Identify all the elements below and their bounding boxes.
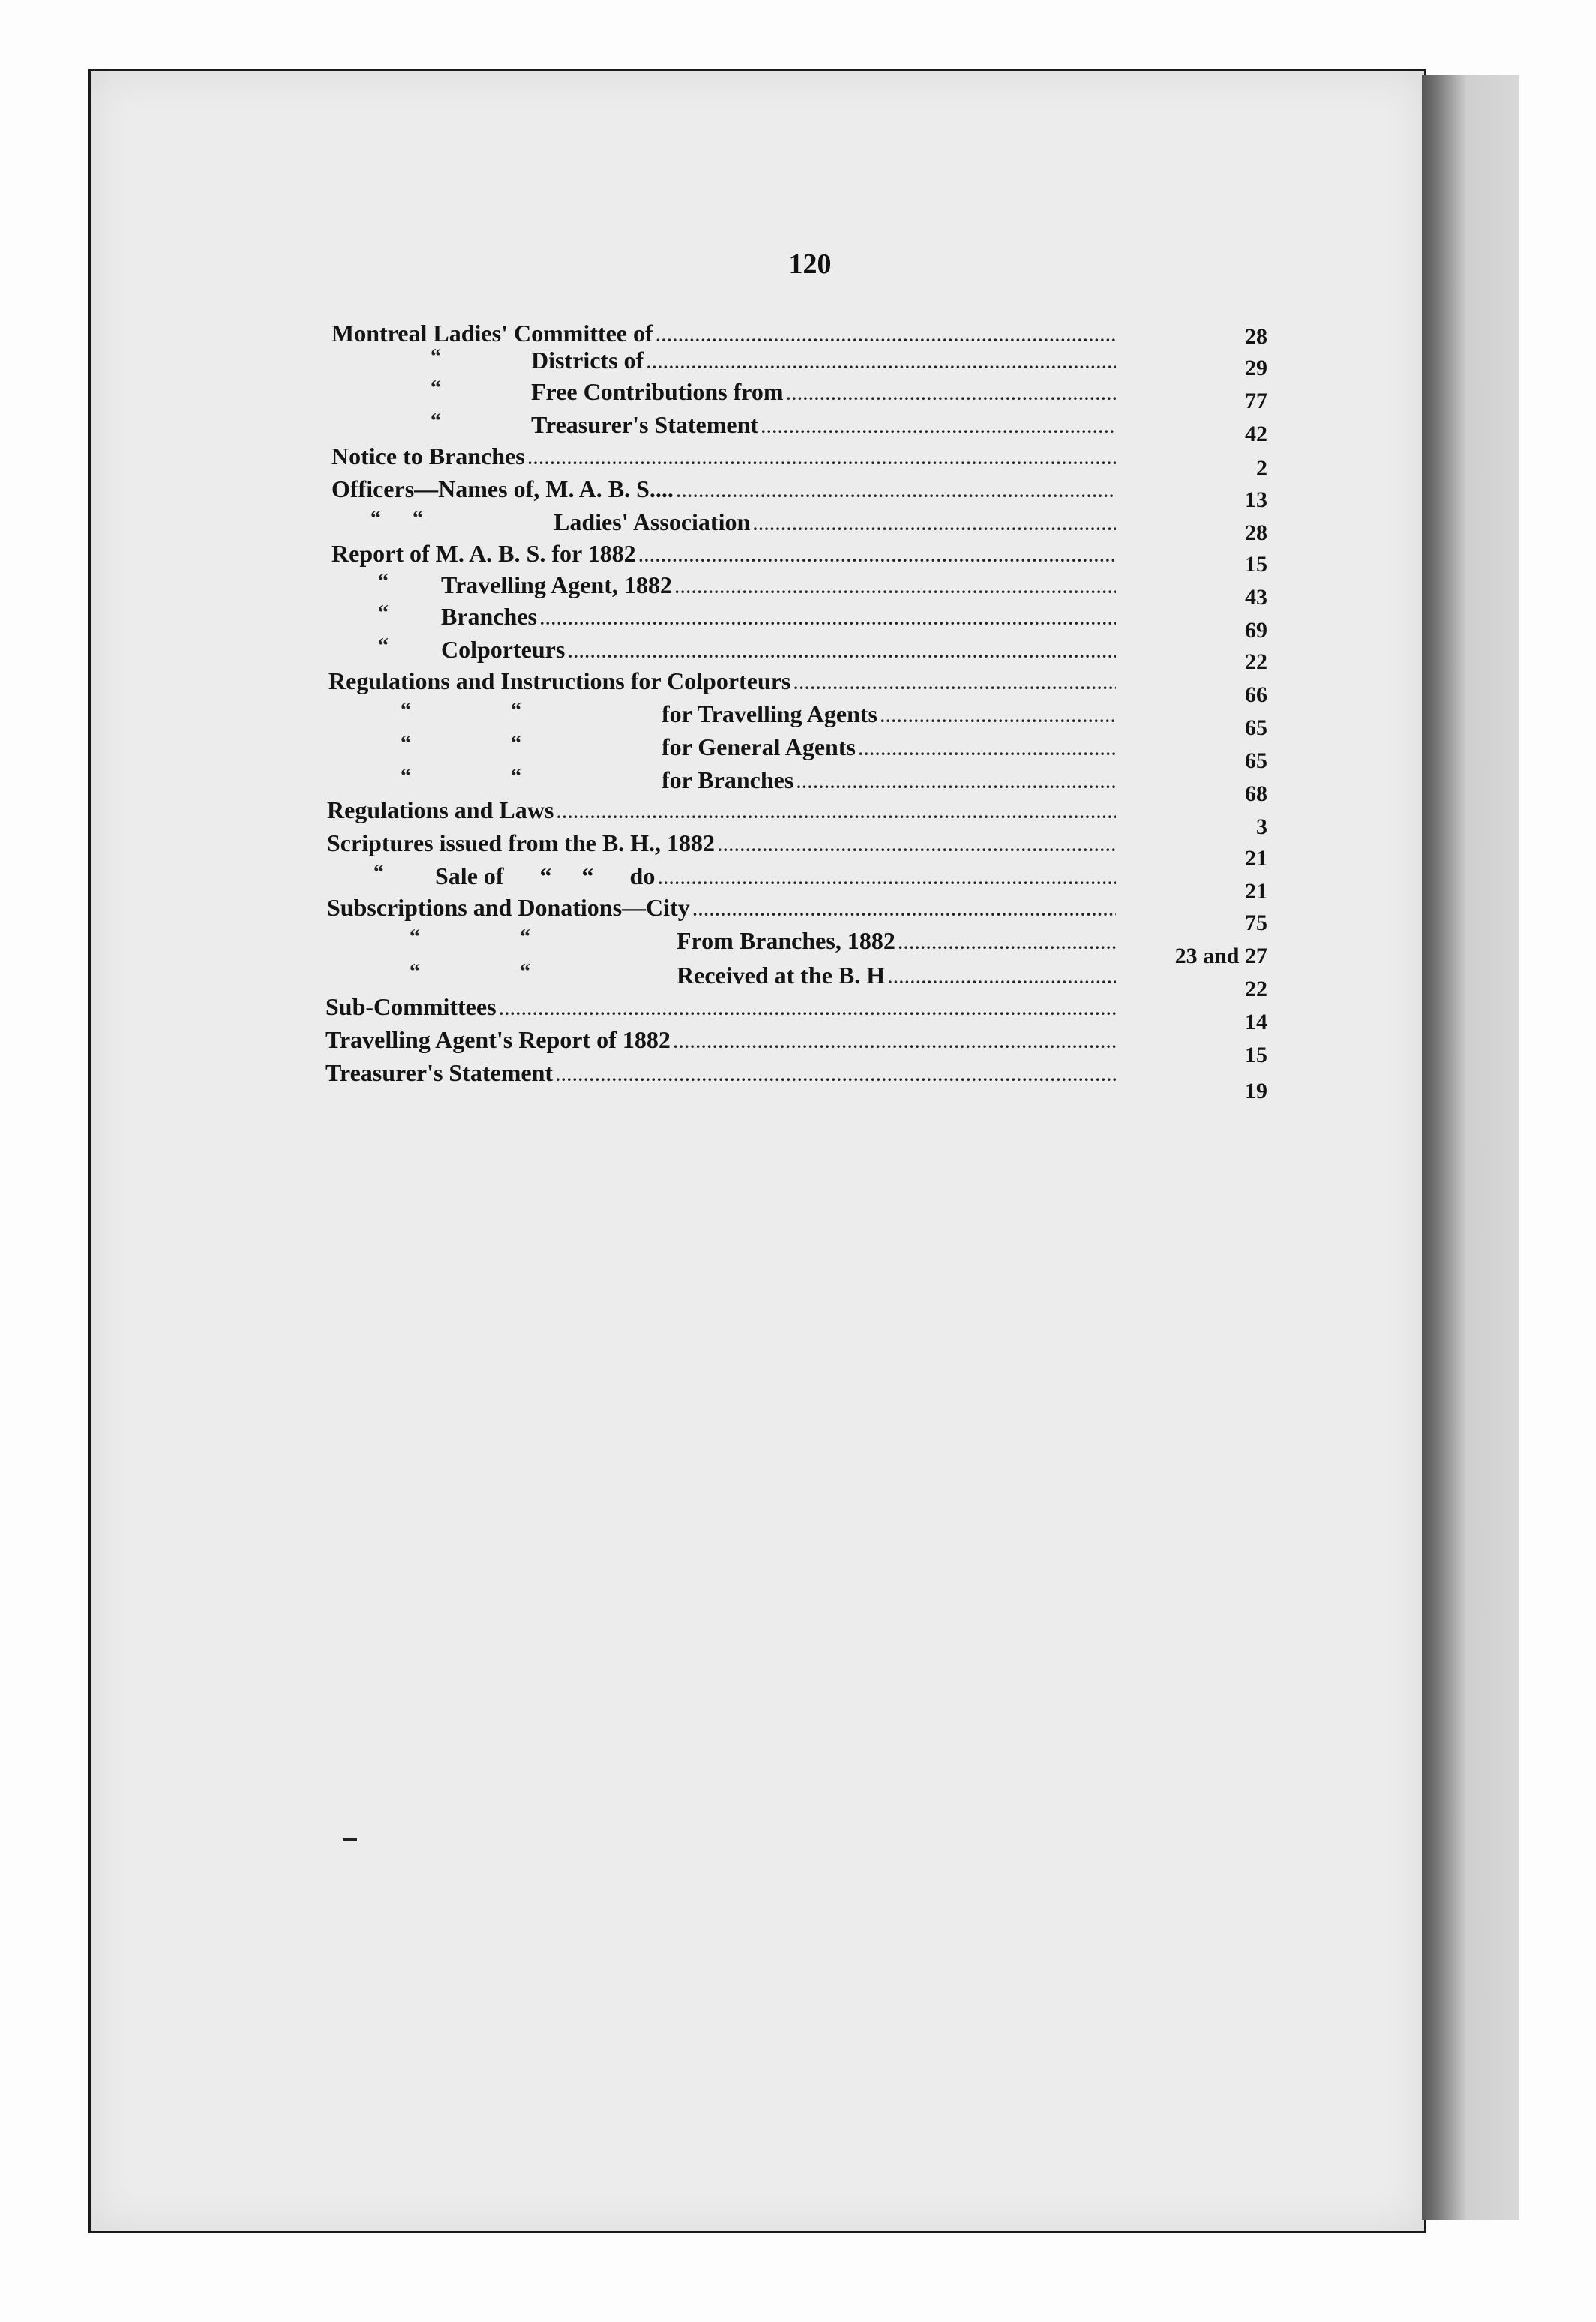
- entry-page: 21: [1245, 879, 1268, 904]
- entry-page: 23 and 27: [1174, 944, 1268, 968]
- entry-page: 22: [1245, 976, 1268, 1001]
- leader-dots: [675, 578, 1116, 598]
- entry-page: 77: [1245, 388, 1268, 413]
- entry-label: Colporteurs: [441, 636, 566, 663]
- index-entry: [441, 603, 1119, 633]
- index-entry: [531, 346, 1119, 376]
- leader-dots: [556, 1066, 1116, 1085]
- ditto-mark: “: [374, 861, 384, 884]
- entry-page: 43: [1245, 585, 1268, 610]
- index-entry: [531, 378, 1119, 408]
- index-entry: [531, 411, 1119, 441]
- leader-dots: [880, 707, 1116, 727]
- page-number: 120: [788, 248, 832, 280]
- ditto-mark: “: [430, 376, 441, 400]
- leader-dots: [753, 515, 1116, 535]
- leader-dots: [693, 901, 1116, 920]
- index-entry: [676, 962, 1119, 992]
- leader-dots: [500, 1000, 1116, 1019]
- entry-label: Treasurer's Statement: [531, 411, 759, 438]
- entry-page: 21: [1245, 846, 1268, 871]
- entry-label: Notice to Branches: [332, 442, 525, 470]
- leader-dots: [658, 869, 1116, 889]
- leader-dots: [568, 643, 1116, 662]
- entry-label: Ladies' Association: [554, 508, 751, 536]
- entry-label: Treasurer's Statement: [326, 1059, 554, 1086]
- index-entry: [676, 927, 1119, 957]
- entry-page: 68: [1245, 782, 1268, 806]
- index-entry: [662, 734, 1119, 764]
- ditto-mark: “ “: [370, 507, 423, 530]
- index-entry: [662, 766, 1119, 796]
- index-entry: [662, 700, 1119, 730]
- stray-mark: [344, 1838, 357, 1840]
- entry-label: Travelling Agent's Report of 1882: [326, 1026, 670, 1053]
- index-entry: [435, 862, 1119, 892]
- leader-dots: [761, 418, 1116, 437]
- entry-page: 29: [1245, 356, 1268, 380]
- leader-dots: [859, 740, 1116, 760]
- leader-dots: [556, 803, 1116, 823]
- ditto-mark: “: [378, 602, 388, 625]
- entry-label: Districts of: [531, 346, 644, 374]
- leader-dots: [796, 773, 1116, 793]
- index-entry: [326, 993, 1119, 1023]
- entry-page: 42: [1245, 422, 1268, 446]
- entry-label: Received at the B. H: [676, 962, 886, 988]
- index-entry: [441, 636, 1119, 666]
- entry-page: 75: [1245, 910, 1268, 935]
- index-entry: [441, 572, 1119, 602]
- leader-dots: [656, 326, 1116, 346]
- entry-page: 22: [1245, 650, 1268, 674]
- index-entry: [332, 540, 1119, 570]
- entry-page: 28: [1245, 324, 1268, 349]
- entry-label: Free Contributions from: [531, 378, 784, 405]
- entry-label: Sub-Committees: [326, 993, 496, 1020]
- ditto-mark: “ “: [400, 699, 521, 722]
- entry-page: 15: [1245, 1042, 1268, 1067]
- entry-label: for Travelling Agents: [662, 700, 878, 728]
- entry-label: Montreal Ladies' Committee of: [332, 320, 653, 346]
- leader-dots: [639, 547, 1116, 566]
- entry-page: 15: [1245, 552, 1268, 577]
- entry-page: 66: [1245, 682, 1268, 707]
- entry-label: Report of M. A. B. S. for 1882: [332, 540, 636, 567]
- leader-dots: [646, 353, 1116, 373]
- index-entry: [327, 796, 1119, 826]
- entry-label: for Branches: [662, 766, 794, 794]
- index-entry: [332, 320, 1119, 350]
- index-entry: [326, 1026, 1119, 1056]
- entry-label: From Branches, 1882: [676, 927, 896, 954]
- index-entry: [554, 508, 1119, 538]
- leader-dots: [676, 482, 1116, 502]
- entry-page: 28: [1245, 520, 1268, 545]
- ditto-mark: “ “: [400, 732, 521, 755]
- ditto-mark: “ “: [410, 960, 530, 983]
- ditto-mark: “: [430, 345, 441, 368]
- ditto-mark: “ “: [410, 926, 530, 949]
- leader-dots: [674, 1033, 1116, 1052]
- index-entry: [327, 894, 1119, 924]
- entry-label: Regulations and Laws: [327, 796, 554, 824]
- entry-label: Regulations and Instructions for Colporteurs: [328, 668, 791, 694]
- entry-label: Officers—Names of, M. A. B. S....: [332, 476, 674, 502]
- ditto-mark: “ “: [400, 765, 521, 788]
- entry-label: Subscriptions and Donations—City: [327, 894, 690, 921]
- leader-dots: [898, 934, 1116, 953]
- leader-dots: [540, 610, 1116, 629]
- entry-page: 69: [1245, 618, 1268, 643]
- ditto-mark: “: [378, 570, 388, 593]
- index-entry: [328, 668, 1119, 698]
- entry-page: 65: [1245, 716, 1268, 740]
- entry-label: Branches: [441, 603, 537, 630]
- index-entry: [332, 476, 1119, 506]
- leader-dots: [528, 449, 1116, 469]
- ditto-mark: “: [378, 634, 388, 658]
- entry-label: Sale of “ “ do: [435, 862, 656, 890]
- ditto-mark: “: [430, 410, 441, 433]
- entry-label: Scriptures issued from the B. H., 1882: [327, 830, 716, 856]
- entry-label: Travelling Agent, 1882: [441, 572, 672, 598]
- entry-page: 65: [1245, 748, 1268, 773]
- entry-page: 3: [1256, 814, 1268, 839]
- leader-dots: [794, 674, 1116, 694]
- entry-page: 2: [1256, 456, 1268, 481]
- leader-dots: [787, 385, 1116, 404]
- index-entry: [326, 1059, 1119, 1089]
- entry-page: 14: [1245, 1010, 1268, 1034]
- entry-page: 13: [1245, 488, 1268, 512]
- index-entry: [332, 442, 1119, 472]
- index-entry: [327, 830, 1119, 860]
- entry-label: for General Agents: [662, 734, 856, 760]
- entry-page: 19: [1245, 1078, 1268, 1103]
- leader-dots: [888, 968, 1116, 988]
- leader-dots: [718, 836, 1116, 856]
